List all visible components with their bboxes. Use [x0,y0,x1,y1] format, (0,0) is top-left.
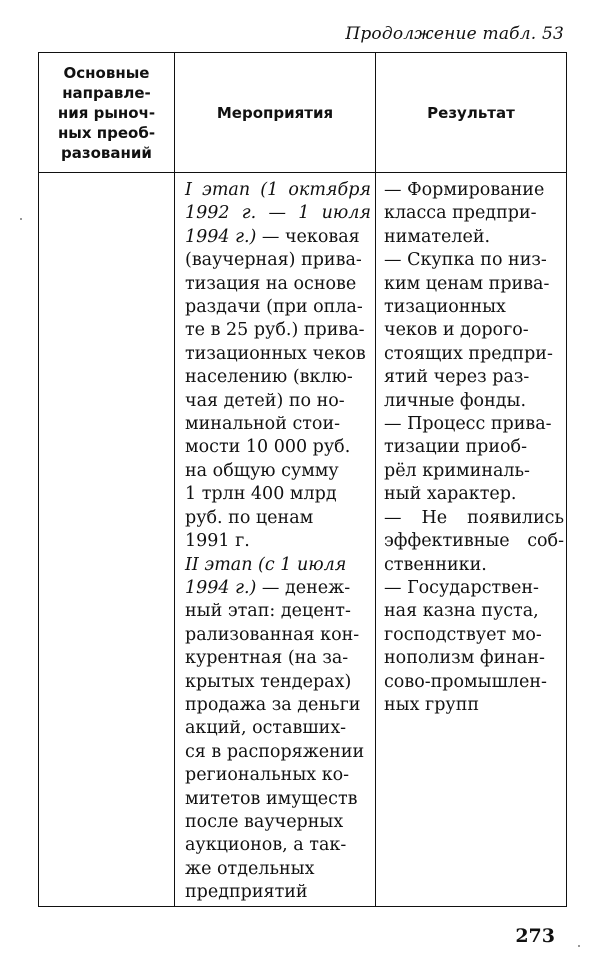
text-line: крытых тендерах) [185,671,352,692]
text-line: рализованная кон- [185,624,360,645]
text-line: господствует мо- [384,624,542,645]
text-fragment: 1994 г.) [185,577,257,598]
text-line: нополизм финан- [384,648,545,669]
text-line: сово-промышлен- [384,671,547,692]
table-continuation-caption: Продолжение табл. 53 [345,24,564,44]
text-line: населению (вклю- [185,367,353,388]
text-line: 1992 г. — 1 июля [185,203,371,224]
text-line: II этап (с 1 июля [185,554,347,575]
header-result: Результат [427,103,515,122]
text-line: личные фонды. [384,390,527,411]
text-line: те в 25 руб.) прива- [185,320,365,341]
page-number: 273 [515,925,555,947]
result-cell [384,179,564,717]
text-line: курентная (на за- [185,648,349,669]
column-divider [174,53,175,906]
text-line: — Государствен- [384,577,539,598]
reforms-table [38,52,567,907]
text-line: стоящих предпри- [384,343,553,364]
text-line: минальной стои- [185,414,341,435]
text-fragment: — чековая [256,226,360,247]
text-line: рёл криминаль- [384,460,530,481]
text-line: ный этап: децент- [185,601,351,622]
text-line: раздачи (при опла- [185,297,363,318]
text-line: — Формирование [384,180,545,200]
header-measures: Мероприятия [216,103,334,122]
text-line: нимателей. [384,226,491,247]
text-line: руб. по ценам [185,507,314,528]
header-directions: Основные направле- ния рыноч- ных преоб- разований [57,63,156,162]
text-line: на общую сумму [185,460,339,481]
text-line: — Не появились [384,507,564,528]
text-line: после ваучерных [185,811,344,832]
text-line: I этап (1 октября [185,180,371,200]
text-line: ся в распоряжении [185,741,365,762]
text-line: тизационных [384,297,506,318]
text-line: чеков и дорого- [384,320,529,341]
text-line: — Процесс прива- [384,414,552,435]
header-divider [39,172,566,173]
text-fragment: — денеж- [256,577,351,598]
text-line: ная казна пуста, [384,601,539,622]
text-line: — Скупка по низ- [384,250,547,271]
text-line: предприятий [185,882,308,903]
text-line: ный характер. [384,484,517,505]
text-line: ных групп [384,694,480,715]
text-fragment: 1994 г.) [185,226,257,247]
text-line: тизационных чеков [185,343,366,364]
text-line: же отдельных [185,858,315,879]
text-line: эффективные соб- [384,531,564,552]
text-line: продажа за деньги [185,694,361,715]
text-line: чая детей) по но- [185,390,345,411]
text-line: тизации приоб- [384,437,527,458]
text-line: ственники. [384,554,487,575]
column-divider [375,53,376,906]
text-line: класса предпри- [384,203,537,224]
text-line: 1 трлн 400 млрд [185,484,337,505]
text-line: аукционов, а так- [185,835,347,856]
scan-speck [20,218,22,220]
text-line: мости 10 000 руб. [185,437,351,458]
text-line: региональных ко- [185,765,350,786]
text-line [185,577,371,600]
text-line: митетов имуществ [185,788,358,809]
text-line: тизация на основе [185,273,357,294]
text-line: ким ценам прива- [384,273,550,294]
text-line [185,226,371,249]
measures-cell [185,179,371,905]
scan-speck [578,945,580,947]
text-line: ятий через раз- [384,367,530,388]
text-line: 1991 г. [185,531,250,552]
text-line: (ваучерная) прива- [185,250,362,271]
text-line: акций, оставших- [185,718,347,739]
